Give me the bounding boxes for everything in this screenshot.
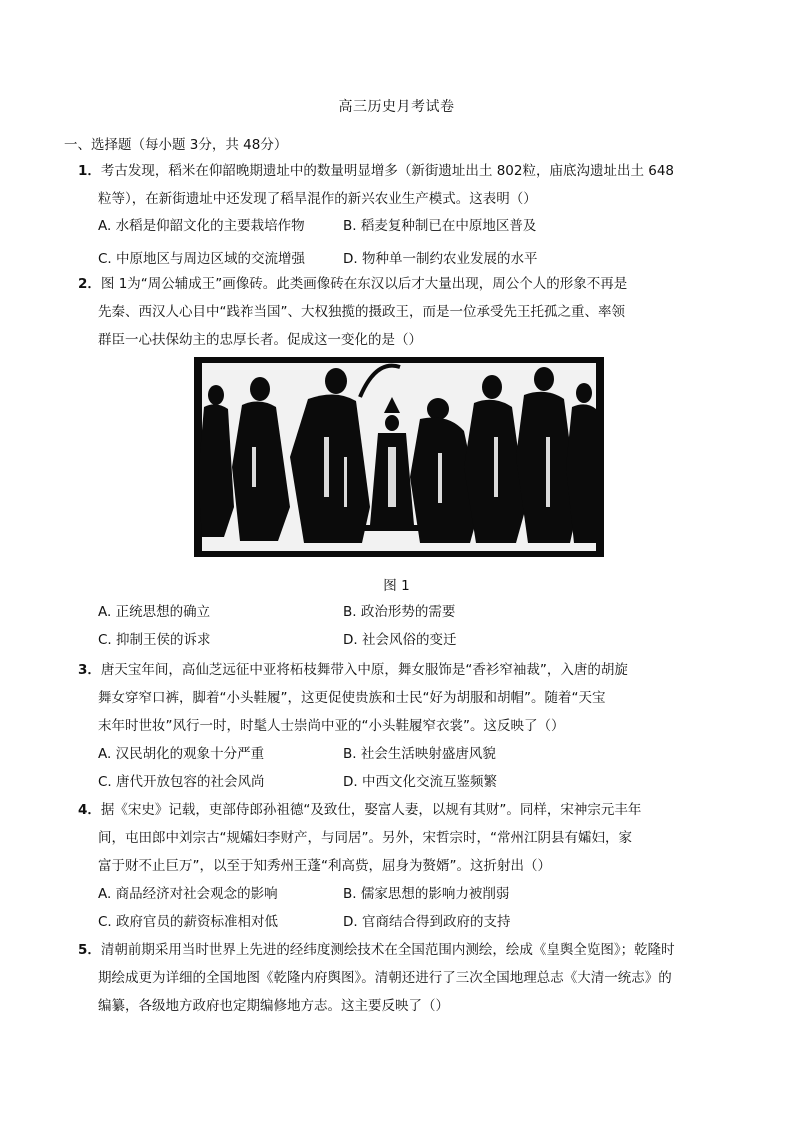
question-text-line: 富于财不止巨万”，以至于知秀州王蓬“利高赀，屈身为赘婿”。这折射出（） (98, 858, 551, 874)
option-a[interactable]: A. 水稻是仰韶文化的主要栽培作物 (98, 218, 305, 234)
figure-1-caption: 图 1 (383, 578, 410, 594)
question-text-line: 清朝前期采用当时世界上先进的经纬度测绘技术在全国范围内测绘，绘成《皇舆全览图》；乾隆时 (100, 942, 675, 958)
option-a[interactable]: A. 商品经济对社会观念的影响 (98, 886, 278, 902)
option-c[interactable]: C. 政府官员的薪资标准相对低 (98, 914, 279, 930)
question-5 (78, 936, 718, 1020)
question-text-line: 据《宋史》记载，吏部侍郎孙祖德“及致仕，娶富人妻，以规有其财”。同样，宋神宗元丰年 (100, 802, 642, 818)
option-b[interactable]: B. 政治形势的需要 (343, 604, 456, 620)
figure-1-image (194, 357, 604, 557)
option-d[interactable]: D. 社会风俗的变迁 (343, 632, 457, 648)
option-d[interactable]: D. 官商结合得到政府的支持 (343, 914, 511, 930)
question-number: 1． (78, 163, 101, 179)
question-number: 2． (78, 276, 101, 292)
question-text-line: 期绘成更为详细的全国地图《乾隆内府舆图》。清朝还进行了三次全国地理总志《大清一统志》的 (98, 970, 672, 986)
question-3 (78, 656, 718, 740)
question-text-line: 图 1为“周公辅成王”画像砖。此类画像砖在东汉以后才大量出现，周公个人的形象不再是 (100, 276, 628, 292)
zhou-gong-relief-illustration (194, 357, 604, 557)
question-2 (78, 270, 718, 354)
page-title: 高三历史月考试卷 (338, 99, 455, 115)
option-c[interactable]: C. 中原地区与周边区域的交流增强 (98, 251, 306, 267)
option-c[interactable]: C. 唐代开放包容的社会风尚 (98, 774, 265, 790)
question-text-line: 唐天宝年间，高仙芝远征中亚将柘枝舞带入中原，舞女服饰是“香衫窄袖裁”，入唐的胡旋 (100, 662, 628, 678)
question-text-line: 编纂，各级地方政府也定期编修地方志。这主要反映了（） (98, 998, 449, 1014)
question-text-line: 舞女穿窄口裤，脚着“小头鞋履”，这更促使贵族和士民“好为胡服和胡帽”。随着“天宝 (98, 690, 606, 706)
option-b[interactable]: B. 社会生活映射盛唐风貌 (343, 746, 496, 762)
question-4 (78, 796, 718, 880)
option-b[interactable]: B. 儒家思想的影响力被削弱 (343, 886, 510, 902)
question-text-line: 群臣一心扶保幼主的忠厚长者。促成这一变化的是（） (98, 332, 422, 348)
option-d[interactable]: D. 中西文化交流互鉴频繁 (343, 774, 497, 790)
question-text-line: 考古发现，稻米在仰韶晚期遗址中的数量明显增多（新街遗址出土 802粒，庙底沟遗址出土 648 (100, 163, 675, 179)
option-c[interactable]: C. 抑制王侯的诉求 (98, 632, 211, 648)
question-text-line: 末年时世妆”风行一时，时髦人士崇尚中亚的“小头鞋履窄衣裳”。这反映了（） (98, 718, 565, 734)
option-d[interactable]: D. 物种单一制约农业发展的水平 (343, 251, 538, 267)
question-text-line: 先秦、西汉人心目中“践祚当国”、大权独揽的摄政王，而是一位承受先王托孤之重、率领 (98, 304, 625, 320)
question-1 (78, 157, 718, 213)
question-number: 3． (78, 662, 101, 678)
question-text-line: 间，屯田郎中刘宗古“规孀妇李财产，与同居”。另外，宋哲宗时，“常州江阴县有孀妇，家 (98, 830, 632, 846)
option-b[interactable]: B. 稻麦复种制已在中原地区普及 (343, 218, 537, 234)
option-a[interactable]: A. 正统思想的确立 (98, 604, 211, 620)
option-a[interactable]: A. 汉民胡化的观象十分严重 (98, 746, 265, 762)
question-text-line: 粒等），在新街遗址中还发现了稻旱混作的新兴农业生产模式。这表明（） (98, 191, 537, 207)
question-number: 4． (78, 802, 101, 818)
section-heading: 一、选择题（每小题 3分，共 48分） (64, 137, 288, 153)
question-number: 5． (78, 942, 101, 958)
